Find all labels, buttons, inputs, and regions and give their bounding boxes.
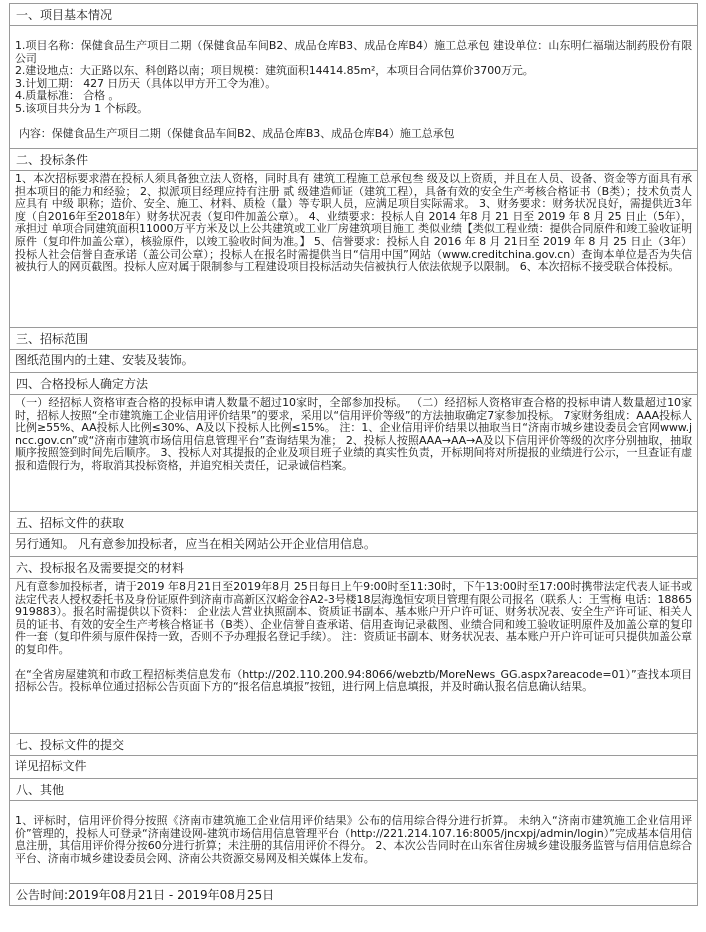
section-3-body [9, 350, 698, 373]
section-1-body [9, 26, 698, 149]
section-2-title: 二、投标条件 [9, 149, 698, 171]
scope-text: 图纸范围内的土建、安装及装饰。 [15, 353, 194, 367]
section-2-body [9, 171, 698, 328]
other-text: 1、评标时，信用评价得分按照《济南市建筑施工企业信用评价结果》公布的信用综合得分进行折算。 未纳入“济南市建筑施工企业信用评价”管理的，投标人可登录“济南建设网-建筑市场信用信息管理平台（http://221.214.107.16:8005/jncxpj/admin/login）”完成基本信用信息注册，其信用评价得分按60分进行折算；未注册的其信用评价不得分。 2、本次公告同时在山东省住房城乡建设服务监管与信用信息综合平台、济南市城乡建设委员会网、济南公共资源交易网及相关媒体上发布。 [15, 814, 692, 865]
bid-section-line: 5.该项目共分为 1 个标段。 [15, 101, 148, 115]
section-5-title: 五、招标文件的获取 [9, 512, 698, 534]
section-7-title: 七、投标文件的提交 [9, 734, 698, 756]
project-location-line: 2.建设地点：大正路以东、科创路以南；项目规模：建筑面积14414.85m²，本项目合同估算价3700万元。 [15, 64, 534, 78]
section-5-body [9, 534, 698, 557]
section-8-body [9, 801, 698, 884]
announcement-table [9, 3, 698, 906]
qualified-bidder-text: （一）经招标人资格审查合格的投标申请人数量不超过10家时，全部参加投标。 （二）经招标人资格审查合格的投标申请人数量超过10家时，招标人按照“全市建筑施工企业信用评价结果”的要求，采用以“信用评价等级”的方法抽取确定7家参加投标。 7家财务组成：AAA投标人比例≥55%、AA投标人比例≤30%、A及以下投标人比例≤15%。 注：1、企业信用评价结果以抽取当日“济南市城乡建设委员会官网www.jncc.gov.cn”或“济南市建筑市场信用信息管理平台”查询结果为准； 2、投标人按照AAA→AA→A及以下信用评价等级的次序分别抽取，抽取顺序按照签到时间先后顺序。 3、投标人对其提报的企业及项目班子业绩的真实性负责，开标期间将对所提报的业绩进行公示，一旦查证有虚报和造假行为，将取消其投标资格，并追究相关责任，记录诚信档案。 [15, 396, 692, 472]
section-8-title: 八、其他 [9, 779, 698, 801]
submission-text: 详见招标文件 [15, 759, 87, 773]
project-content-line: 内容：保健食品生产项目二期（保健食品车间B2、成品仓库B3、成品仓库B4）施工总承包 [19, 126, 455, 140]
announcement-period: 公告时间:2019年08月21日 - 2019年08月25日 [9, 884, 698, 906]
section-1-title: 一、项目基本情况 [9, 4, 698, 26]
registration-text: 凡有意参加投标者，请于2019 年8月21日至2019年8月 25日每日上午9:00时至11:30时，下午13:00时至17:00时携带法定代表人证书或法定代表人授权委托书及身份证原件到济南市高新区汉峪金谷A2-3号楼18层海逸恒安项目管理有限公司报名（联系人：王雪梅 电话：18865919883）。报名时需提供以下资料： 企业法人营业执照副本、资质证书副本、基本账户开户许可证、财务状况表、安全生产许可证、相关人员的证书、有效的安全生产考核合格证书（B类）、企业信誉自查承诺、信用查询记录截图、业绩合同和竣工验收证明原件及加盖公章的复印件一套（复印件须与原件保持一致，否则不予办理报名登记手续）。 注：资质证书副本、财务状况表、基本账户开户许可证可只提供加盖公章的复印件。 [15, 580, 692, 656]
section-4-title: 四、合格投标人确定方法 [9, 373, 698, 395]
section-4-body [9, 395, 698, 512]
section-6-body [9, 579, 698, 734]
section-6-title: 六、投标报名及需要提交的材料 [9, 557, 698, 579]
section-7-body [9, 756, 698, 779]
bid-conditions-text: 1、本次招标要求潜在投标人须具备独立法人资格，同时具有 建筑工程施工总承包叁 级及以上资质，并且在人员、设备、资金等方面具有承担本项目的能力和经验； 2、拟派项目经理应持有注册 贰 级建造师证（建筑工程），具备有效的安全生产考核合格证书（B类）；技术负责人应具有 中级 职称；造价、安全、施工、材料、质检（量）等专职人员，应满足项目实际需求。 3、财务要求：财务状况良好，需提供近3年度（自2016年至2018年）财务状况表（复印件加盖公章）。 4、业绩要求：投标人自 2014 年8 月 21 日至 2019 年 8 月 25 日止（5年），承担过 单项合同建筑面积11000万平方米及以上公共建筑或工业厂房建筑项目施工 类似业绩【类似工程业绩：提供合同原件和竣工验收证明原件（复印件加盖公章），核验原件，以竣工验收时间为准。】 5、信誉要求：投标人自 2016 年 8 月 21日至 2019 年 8 月 25 日止（3年）投标人社会信誉自查承诺（盖公司公章）；投标人在报名时需提供当日“信用中国”网站（www.creditchina.gov.cn）查询本单位是否为失信被执行人的网页截图。投标人应对属于限制参与工程建设项目投标活动失信被执行人依法依规予以限制。 6、本次招标不接受联合体投标。 [15, 172, 692, 274]
project-duration-line: 3.计划工期： 427 日历天（具体以甲方开工令为准）。 [15, 76, 277, 90]
document-acquisition-text: 另行通知。 凡有意参加投标者，应当在相关网站公开企业信用信息。 [15, 537, 376, 551]
section-3-title: 三、招标范围 [9, 328, 698, 350]
project-name-line: 1.项目名称：保健食品生产项目二期（保健食品车间B2、成品仓库B3、成品仓库B4）施工总承包 建设单位：山东明仁福瑞达制药股份有限公司 [15, 39, 692, 65]
quality-standard-line: 4.质量标准： 合格 。 [15, 89, 120, 103]
online-registration-text: 在“全省房屋建筑和市政工程招标类信息发布（http://202.110.200.94:8066/webztb/MoreNews_GG.aspx?areacode=01）”查找本项目招标公告。投标单位通过招标公告页面下方的“报名信息填报”按钮，进行网上信息填报，并及时确认报名信息确认结果。 [15, 667, 692, 694]
